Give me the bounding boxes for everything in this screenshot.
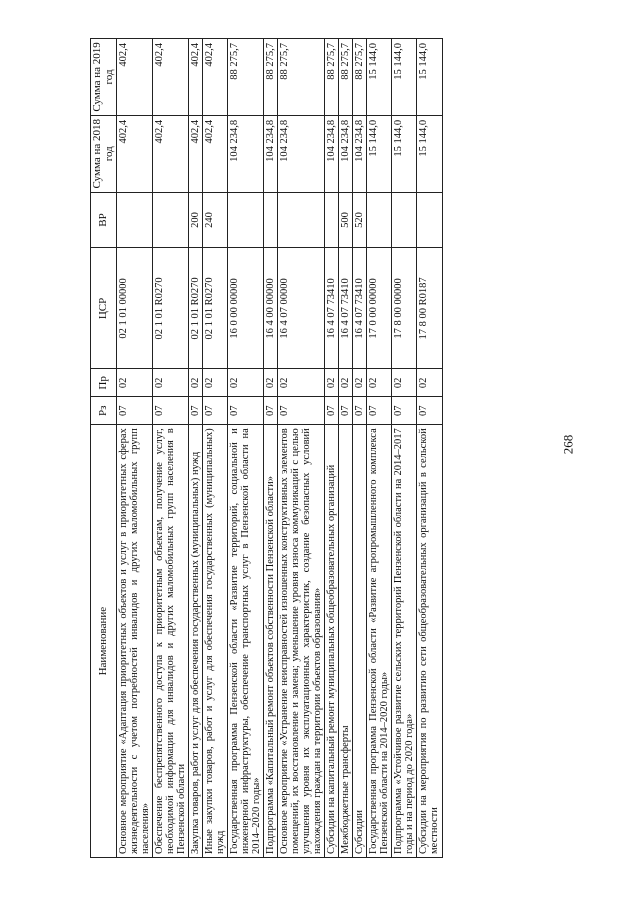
row-pr: 02	[353, 369, 367, 397]
row-name: Государственная программа Пензенской области «Развитие агропромышленного комплекса Пензенской области на 2014–2020 годы»	[367, 425, 392, 858]
row-pr: 02	[392, 369, 417, 397]
row-csr: 16 4 00 00000	[264, 248, 278, 369]
row-vr	[417, 192, 442, 248]
row-csr: 02 1 01 00000	[117, 248, 153, 369]
row-rz: 07	[367, 397, 392, 425]
row-sum-2019: 402,4	[189, 39, 203, 116]
row-pr: 02	[278, 369, 325, 397]
row-name: Государственная программа Пензенской области «Развитие территорий, социальной и инженерной инфраструктуры, обеспечение транспортных услуг в Пензенской области на 2014–2020 годы»	[228, 425, 264, 858]
row-vr	[228, 192, 264, 248]
table-row	[228, 39, 264, 858]
row-sum-2018: 15 144,0	[392, 115, 417, 192]
row-rz: 07	[278, 397, 325, 425]
row-sum-2019: 402,4	[153, 39, 189, 116]
row-name: Межбюджетные трансферты	[339, 425, 353, 858]
row-rz: 07	[264, 397, 278, 425]
row-pr: 02	[153, 369, 189, 397]
table-wrapper	[90, 38, 560, 858]
header-rz: Рз	[91, 397, 117, 425]
row-csr: 16 4 07 73410	[353, 248, 367, 369]
row-vr: 520	[353, 192, 367, 248]
table-row	[392, 39, 417, 858]
row-name: Закупка товаров, работ и услуг для обеспечения государственных (муниципальных) нужд	[189, 425, 203, 858]
header-name: Наименование	[91, 425, 117, 858]
table-row	[367, 39, 392, 858]
row-sum-2018: 402,4	[117, 115, 153, 192]
table-row	[339, 39, 353, 858]
row-sum-2019: 88 275,7	[339, 39, 353, 116]
row-name: Субсидии на мероприятия по развитию сети общеобразовательных организаций в сельской местности	[417, 425, 442, 858]
row-sum-2019: 88 275,7	[264, 39, 278, 116]
row-csr: 17 0 00 00000	[367, 248, 392, 369]
row-rz: 07	[339, 397, 353, 425]
row-sum-2018: 15 144,0	[417, 115, 442, 192]
row-pr: 02	[367, 369, 392, 397]
row-name: Обеспечение беспрепятственного доступа к приоритетным объектам, получение услуг, необходимой информации для инвалидов и других маломобильных групп населения в Пензенской области	[153, 425, 189, 858]
row-sum-2018: 402,4	[153, 115, 189, 192]
row-name: Субсидии на капитальный ремонт муниципальных общеобразовательных организаций	[325, 425, 339, 858]
row-csr: 16 4 07 73410	[325, 248, 339, 369]
table-row	[264, 39, 278, 858]
table-row	[189, 39, 203, 858]
row-name: Основное мероприятие «Адаптация приоритетных объектов и услуг в приоритетных сферах жизнедеятельности с учетом потребностей инвалидов и других маломобильных групп населения»	[117, 425, 153, 858]
row-rz: 07	[417, 397, 442, 425]
row-rz: 07	[153, 397, 189, 425]
table-row	[325, 39, 339, 858]
row-pr: 02	[264, 369, 278, 397]
row-name: Иные закупки товаров, работ и услуг для обеспечения государственных (муниципальных) нужд	[203, 425, 228, 858]
row-pr: 02	[228, 369, 264, 397]
row-sum-2019: 88 275,7	[325, 39, 339, 116]
row-sum-2019: 88 275,7	[353, 39, 367, 116]
row-name: Подпрограмма «Устойчивое развитие сельских территорий Пензенской области на 2014–2017 годы и на период до 2020 года»	[392, 425, 417, 858]
row-sum-2019: 402,4	[117, 39, 153, 116]
table-header-row	[91, 39, 117, 858]
header-sum-2018: Сумма на 2018 год	[91, 115, 117, 192]
row-csr: 16 4 07 00000	[278, 248, 325, 369]
table-row	[153, 39, 189, 858]
row-csr: 17 8 00 00000	[392, 248, 417, 369]
row-csr: 02 1 01 R0270	[189, 248, 203, 369]
row-sum-2018: 15 144,0	[367, 115, 392, 192]
row-sum-2018: 104 234,8	[264, 115, 278, 192]
row-sum-2019: 15 144,0	[417, 39, 442, 116]
row-csr: 16 4 07 73410	[339, 248, 353, 369]
row-sum-2018: 104 234,8	[353, 115, 367, 192]
header-vr: ВР	[91, 192, 117, 248]
row-name: Подпрограмма «Капитальный ремонт объектов собственности Пензенской области»	[264, 425, 278, 858]
row-sum-2019: 402,4	[203, 39, 228, 116]
table-row	[417, 39, 442, 858]
row-vr	[153, 192, 189, 248]
row-sum-2019: 15 144,0	[367, 39, 392, 116]
row-rz: 07	[203, 397, 228, 425]
row-rz: 07	[353, 397, 367, 425]
row-csr: 17 8 00 R0187	[417, 248, 442, 369]
row-sum-2019: 88 275,7	[228, 39, 264, 116]
row-sum-2019: 88 275,7	[278, 39, 325, 116]
row-vr: 500	[339, 192, 353, 248]
row-pr: 02	[339, 369, 353, 397]
row-vr	[325, 192, 339, 248]
row-rz: 07	[228, 397, 264, 425]
row-csr: 02 1 01 R0270	[153, 248, 189, 369]
row-name: Основное мероприятие «Устранение неисправностей изношенных конструктивных элементов помещений, их восстановление и замена; уменьшение уровня износа коммуникаций с целью улучшения уровня их эксплуатационных характеристик, создание безопасных условий нахождения граждан на территории объектов образования»	[278, 425, 325, 858]
table-row	[203, 39, 228, 858]
row-name: Субсидии	[353, 425, 367, 858]
row-vr	[278, 192, 325, 248]
page-number: 268	[560, 434, 576, 455]
row-vr	[117, 192, 153, 248]
row-csr: 02 1 01 R0270	[203, 248, 228, 369]
row-sum-2018: 104 234,8	[339, 115, 353, 192]
row-sum-2018: 104 234,8	[278, 115, 325, 192]
row-rz: 07	[189, 397, 203, 425]
row-rz: 07	[325, 397, 339, 425]
row-sum-2018: 104 234,8	[325, 115, 339, 192]
rotated-page	[90, 38, 560, 858]
row-vr: 200	[189, 192, 203, 248]
budget-table	[90, 38, 443, 858]
row-pr: 02	[325, 369, 339, 397]
row-pr: 02	[417, 369, 442, 397]
row-sum-2018: 402,4	[203, 115, 228, 192]
header-sum-2019: Сумма на 2019 год	[91, 39, 117, 116]
row-pr: 02	[117, 369, 153, 397]
row-sum-2019: 15 144,0	[392, 39, 417, 116]
row-csr: 16 0 00 00000	[228, 248, 264, 369]
row-vr	[392, 192, 417, 248]
row-pr: 02	[189, 369, 203, 397]
row-vr	[264, 192, 278, 248]
row-pr: 02	[203, 369, 228, 397]
row-sum-2018: 402,4	[189, 115, 203, 192]
row-vr: 240	[203, 192, 228, 248]
row-rz: 07	[392, 397, 417, 425]
row-sum-2018: 104 234,8	[228, 115, 264, 192]
table-row	[278, 39, 325, 858]
row-vr	[367, 192, 392, 248]
table-row	[353, 39, 367, 858]
header-csr: ЦСР	[91, 248, 117, 369]
row-rz: 07	[117, 397, 153, 425]
table-row	[117, 39, 153, 858]
header-pr: Пр	[91, 369, 117, 397]
